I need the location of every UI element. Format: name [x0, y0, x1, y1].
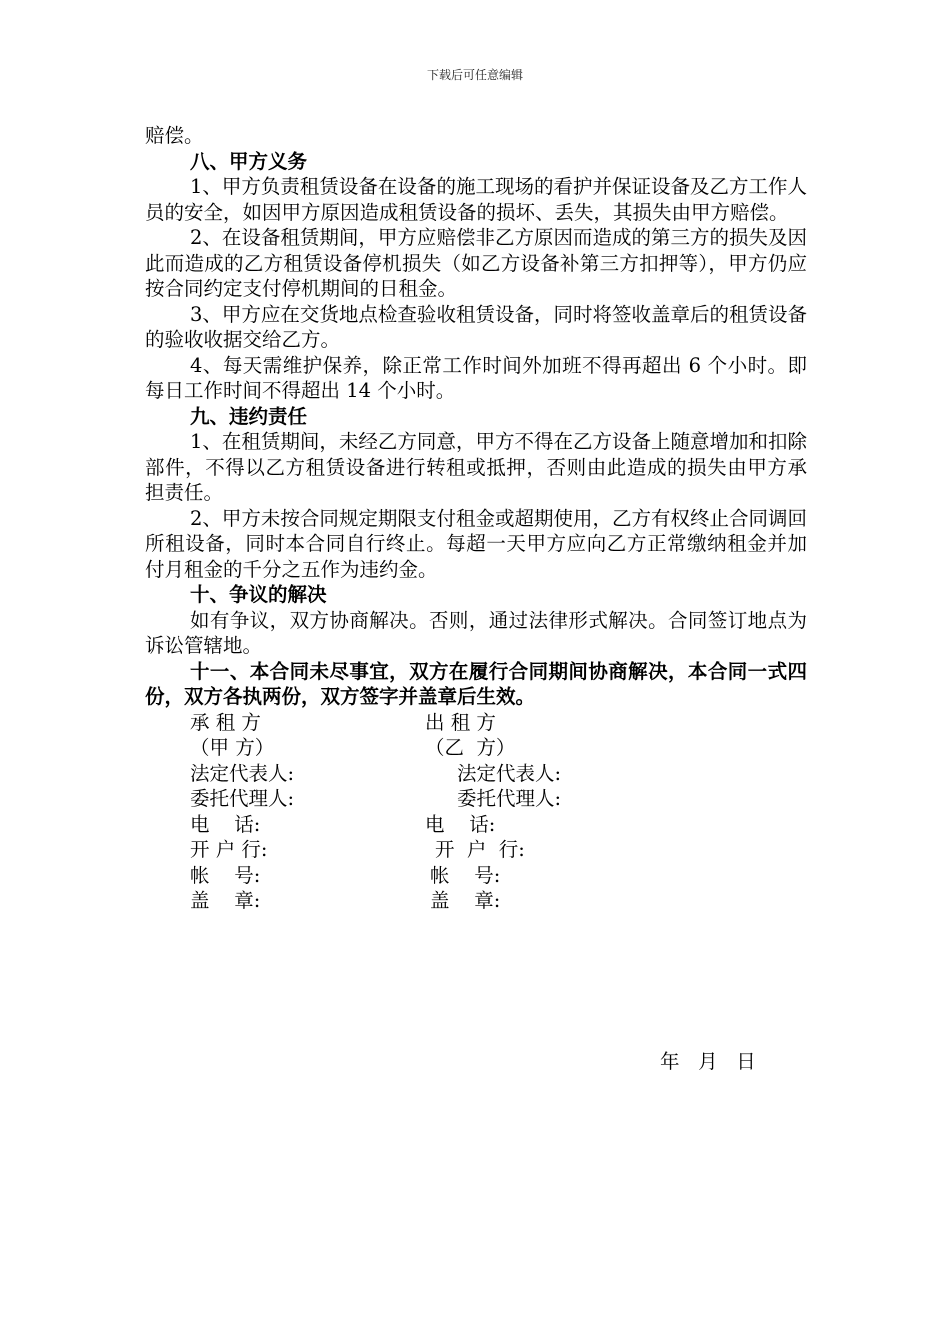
- signature-row: [145, 837, 807, 863]
- section-9-clause-1: 1、在租赁期间，未经乙方同意，甲方不得在乙方设备上随意增加和扣除部件，不得以乙方租赁设备进行转租或抵押，否则由此造成的损失由甲方承担责任。: [145, 430, 807, 504]
- contract-body: [145, 123, 807, 914]
- agent-label-a: 委托代理人:: [190, 787, 295, 810]
- section-10-clause: 如有争议，双方协商解决。否则，通过法律形式解决。合同签订地点为诉讼管辖地。: [145, 608, 807, 657]
- lessor-label: 出 租 方: [425, 710, 496, 734]
- signature-row: [145, 761, 807, 787]
- party-b-label: （乙 方）: [425, 736, 516, 759]
- signature-row: [145, 863, 807, 889]
- party-a-label: （甲 方）: [190, 736, 275, 759]
- section-9-title: 九、违约责任: [190, 404, 308, 428]
- section-8-clause-1: 1、甲方负责租赁设备在设备的施工现场的看护并保证设备及乙方工作人员的安全，如因甲方原因造成租赁设备的损坏、丢失，其损失由甲方赔偿。: [145, 175, 807, 224]
- section-9-clause-2: 2、甲方未按合同规定期限支付租金或超期使用，乙方有权终止合同调回所租设备，同时本合同自行终止。每超一天甲方应向乙方正常缴纳租金并加付月租金的千分之五作为违约金。: [145, 506, 807, 581]
- signature-row: [145, 812, 807, 838]
- account-label-b: 帐 号:: [430, 863, 501, 887]
- seal-label-b: 盖 章:: [430, 889, 501, 912]
- page-header: 下载后可任意编辑: [426, 68, 523, 82]
- phone-label-a: 电 话:: [190, 812, 261, 836]
- section-11-clause: 十一、本合同未尽事宜，双方在履行合同期间协商解决，本合同一式四份，双方各执两份，双方签字并盖章后生效。: [145, 659, 807, 708]
- lessee-label: 承 租 方: [190, 710, 261, 734]
- phone-label-b: 电 话:: [425, 812, 496, 836]
- lead-text: 赔偿。: [145, 124, 204, 147]
- section-8-title: 八、甲方义务: [190, 149, 308, 173]
- bank-label-b: 开 户 行:: [435, 838, 525, 861]
- seal-label-a: 盖 章:: [190, 889, 261, 912]
- section-8-clause-3: 3、甲方应在交货地点检查验收租赁设备，同时将签收盖章后的租赁设备的验收收据交给乙方。: [145, 302, 807, 351]
- legal-rep-label-a: 法定代表人:: [190, 761, 295, 785]
- section-8-clause-4: 4、每天需维护保养，除正常工作时间外加班不得再超出 6 个小时。即每日工作时间不得超出 14 个小时。: [145, 353, 807, 402]
- section-8-clause-2: 2、在设备租赁期间，甲方应赔偿非乙方原因而造成的第三方的损失及因此而造成的乙方租赁设备停机损失（如乙方设备补第三方扣押等），甲方仍应按合同约定支付停机期间的日租金。: [145, 226, 807, 300]
- legal-rep-label-b: 法定代表人:: [457, 761, 562, 785]
- date-line: 年 月 日: [660, 1050, 756, 1073]
- account-label-a: 帐 号:: [190, 863, 261, 887]
- signature-row: [145, 710, 807, 736]
- section-10-title: 十、争议的解决: [190, 583, 327, 606]
- signature-row: [145, 735, 807, 761]
- agent-label-b: 委托代理人:: [457, 787, 562, 810]
- signature-row: [145, 888, 807, 914]
- signature-block: [145, 710, 807, 914]
- signature-row: [145, 786, 807, 812]
- bank-label-a: 开 户 行:: [190, 838, 268, 861]
